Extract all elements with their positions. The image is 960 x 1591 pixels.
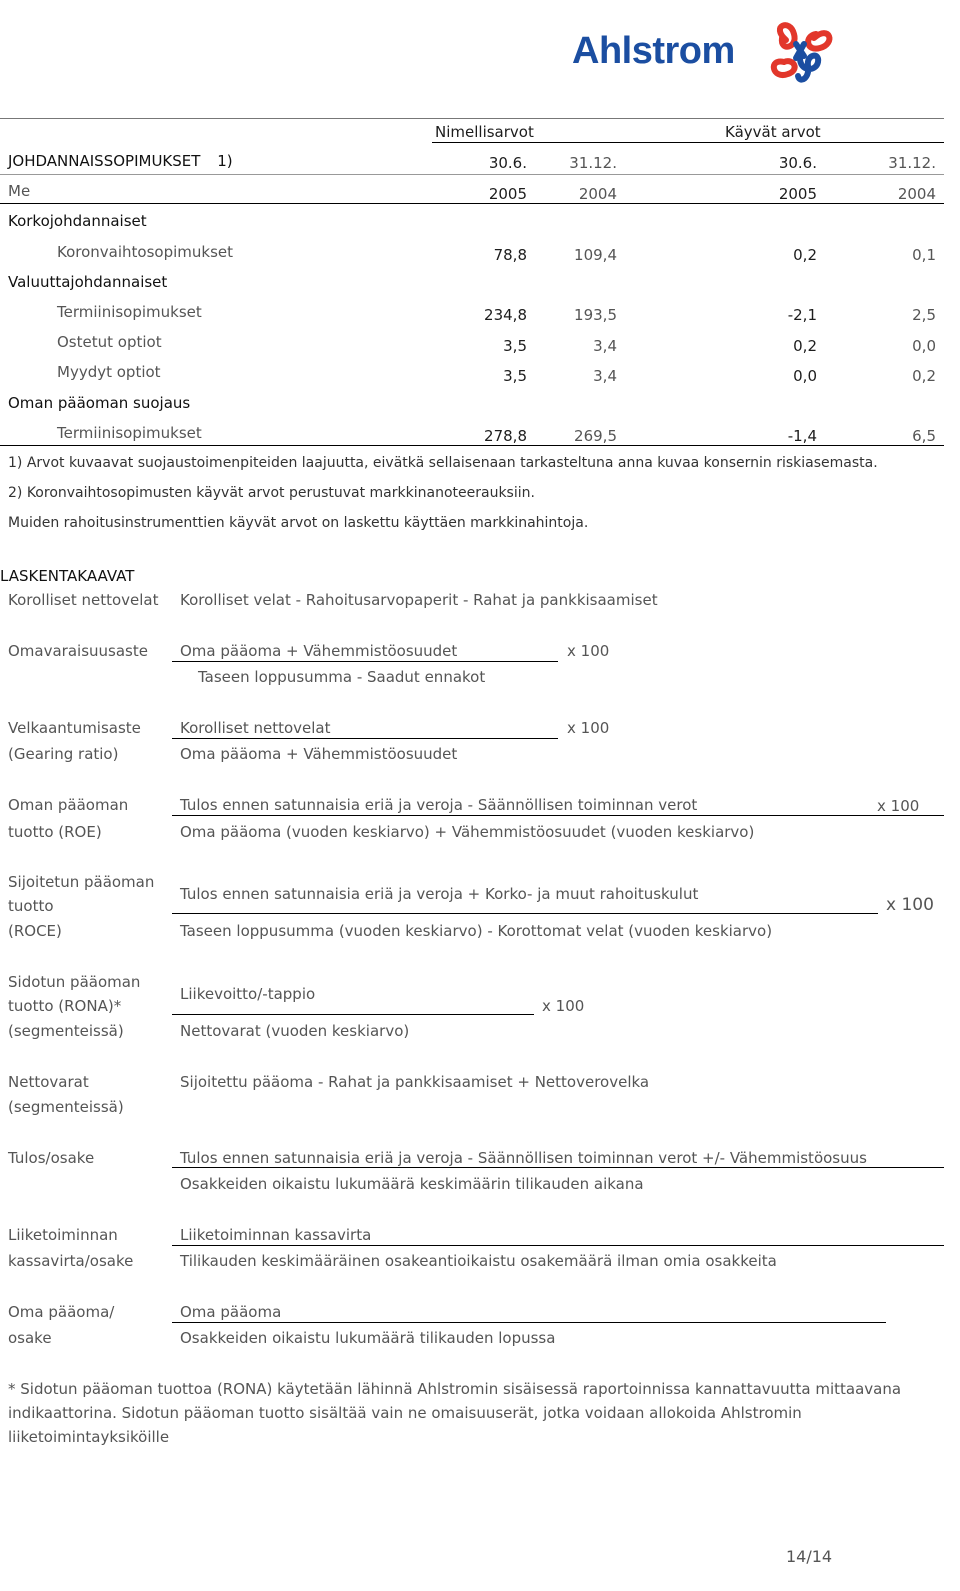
row-value: -1,4	[787, 427, 817, 445]
formula-factor: x 100	[877, 797, 920, 815]
formula-numerator: Tulos ennen satunnaisia eriä ja veroja - Säännöllisen toiminnan verot +/- Vähemmistöosuus	[180, 1149, 867, 1167]
formula-label: Korolliset nettovelat	[8, 591, 159, 609]
formula-denominator: Osakkeiden oikaistu lukumäärä tilikauden lopussa	[180, 1329, 556, 1347]
row-value: 78,8	[493, 246, 527, 264]
fraction-rule	[172, 1245, 944, 1246]
row-value: 3,5	[503, 367, 527, 385]
derivatives-title-note: 1)	[217, 152, 233, 170]
formulas-title: LASKENTAKAAVAT	[0, 567, 135, 585]
company-logo	[572, 18, 852, 90]
formula-label: osake	[8, 1329, 52, 1347]
table-top-rule	[0, 118, 944, 119]
table-note: Muiden rahoitusinstrumenttien käyvät arvot on laskettu käyttäen markkinahintoja.	[8, 515, 589, 531]
row-value: 2,5	[912, 306, 936, 324]
formula-label: (segmenteissä)	[8, 1098, 124, 1116]
formula-label: (Gearing ratio)	[8, 745, 119, 763]
formula-label: Omavaraisuusaste	[8, 642, 148, 660]
row-item-label: Termiinisopimukset	[57, 424, 202, 442]
formula-factor: x 100	[886, 895, 934, 915]
row-value: 0,0	[912, 337, 936, 355]
fraction-rule	[172, 913, 878, 914]
fraction-rule	[172, 815, 944, 816]
formula-denominator: Oma pääoma (vuoden keskiarvo) + Vähemmistöosuudet (vuoden keskiarvo)	[180, 823, 755, 841]
page-number: 14/14	[786, 1547, 833, 1566]
row-value: 3,5	[503, 337, 527, 355]
row-item-label: Koronvaihtosopimukset	[57, 243, 234, 261]
derivatives-title	[8, 152, 233, 170]
row-value: -2,1	[787, 306, 817, 324]
formula-label: Liiketoiminnan	[8, 1226, 118, 1244]
formula-label: Oma pääoma/	[8, 1303, 115, 1321]
formula-numerator: Tulos ennen satunnaisia eriä ja veroja - Säännöllisen toiminnan verot	[180, 796, 698, 814]
row-item-label: Termiinisopimukset	[57, 303, 202, 321]
derivatives-title-text: JOHDANNAISSOPIMUKSET	[8, 152, 201, 170]
row-value: 0,2	[793, 246, 817, 264]
unit-label: Me	[8, 182, 31, 200]
col-date-2: 31.12.	[569, 154, 617, 172]
col-year-4: 2004	[897, 185, 936, 203]
col-year-2: 2004	[578, 185, 617, 203]
row-value: 0,2	[912, 367, 936, 385]
formula-text: Sijoitettu pääoma - Rahat ja pankkisaamiset + Nettoverovelka	[180, 1073, 650, 1091]
formula-label: Nettovarat	[8, 1073, 89, 1091]
row-value: 3,4	[593, 367, 617, 385]
formula-denominator: Nettovarat (vuoden keskiarvo)	[180, 1022, 410, 1040]
row-item-label: Myydyt optiot	[57, 363, 161, 381]
formula-denominator: Taseen loppusumma - Saadut ennakot	[198, 668, 486, 686]
formula-denominator: Oma pääoma + Vähemmistöosuudet	[180, 745, 458, 763]
fraction-rule	[172, 1014, 534, 1015]
fraction-rule	[172, 738, 558, 739]
formula-numerator: Tulos ennen satunnaisia eriä ja veroja + Korko- ja muut rahoituskulut	[180, 885, 699, 903]
row-value: 193,5	[574, 306, 617, 324]
formula-numerator: Oma pääoma + Vähemmistöosuudet	[180, 642, 458, 660]
formula-label: Sidotun pääoman	[8, 973, 141, 991]
rona-footnote: liiketoimintayksiköille	[8, 1428, 170, 1446]
formula-numerator: Liiketoiminnan kassavirta	[180, 1226, 372, 1244]
row-value: 6,5	[912, 427, 936, 445]
formula-label: (segmenteissä)	[8, 1022, 124, 1040]
formula-label: tuotto (ROE)	[8, 823, 102, 841]
rona-footnote: indikaattorina. Sidotun pääoman tuotto sisältää vain ne omaisuuserät, jotka voidaan allokoida Ahlstromin	[8, 1404, 802, 1422]
col-date-3: 30.6.	[778, 154, 817, 172]
fraction-rule	[172, 661, 558, 662]
row-value: 278,8	[484, 427, 527, 445]
formula-label: Sijoitetun pääoman	[8, 873, 155, 891]
logo-wordmark: Ahlstrom	[572, 30, 735, 72]
formula-label: Velkaantumisaste	[8, 719, 141, 737]
formula-label: (ROCE)	[8, 922, 62, 940]
formula-denominator: Taseen loppusumma (vuoden keskiarvo) - Korottomat velat (vuoden keskiarvo)	[180, 922, 773, 940]
row-group-label: Oman pääoman suojaus	[8, 394, 191, 412]
formula-label: kassavirta/osake	[8, 1252, 134, 1270]
row-value: 0,2	[793, 337, 817, 355]
formula-factor: x 100	[542, 997, 585, 1015]
formula-numerator: Korolliset nettovelat	[180, 719, 331, 737]
formula-label: Tulos/osake	[8, 1149, 95, 1167]
formula-factor: x 100	[567, 642, 610, 660]
row-value: 109,4	[574, 246, 617, 264]
row-value: 3,4	[593, 337, 617, 355]
col-year-1: 2005	[488, 185, 527, 203]
date-row-rule	[0, 174, 944, 175]
logo-emblem-icon	[760, 18, 840, 90]
col-date-4: 31.12.	[888, 154, 936, 172]
formula-denominator: Tilikauden keskimääräinen osakeantioikaistu osakemäärä ilman omia osakkeita	[180, 1252, 777, 1270]
group-header-rule	[432, 142, 944, 143]
row-value: 0,1	[912, 246, 936, 264]
row-group-label: Korkojohdannaiset	[8, 212, 147, 230]
table-bottom-rule	[0, 445, 944, 446]
row-group-label: Valuuttajohdannaiset	[8, 273, 168, 291]
fraction-rule	[172, 1322, 886, 1323]
rona-footnote: * Sidotun pääoman tuottoa (RONA) käytetään lähinnä Ahlstromin sisäisessä raportoinnissa kannattavuutta mittaavana	[8, 1380, 902, 1398]
formula-numerator: Liikevoitto/-tappio	[180, 985, 316, 1003]
row-item-label: Ostetut optiot	[57, 333, 162, 351]
col-date-1: 30.6.	[488, 154, 527, 172]
formula-label: tuotto	[8, 897, 54, 915]
table-note: 1) Arvot kuvaavat suojaustoimenpiteiden laajuutta, eivätkä sellaisenaan tarkasteltuna anna kuvaa konsernin riskiasemasta.	[8, 455, 878, 471]
formula-denominator: Osakkeiden oikaistu lukumäärä keskimäärin tilikauden aikana	[180, 1175, 644, 1193]
col-year-3: 2005	[778, 185, 817, 203]
formula-factor: x 100	[567, 719, 610, 737]
row-value: 234,8	[484, 306, 527, 324]
fraction-rule	[172, 1167, 944, 1168]
formula-label: tuotto (RONA)*	[8, 997, 122, 1015]
group-header-nominal: Nimellisarvot	[435, 123, 534, 141]
table-note: 2) Koronvaihtosopimusten käyvät arvot perustuvat markkinanoteerauksiin.	[8, 485, 535, 501]
group-header-fair: Käyvät arvot	[725, 123, 821, 141]
formula-label: Oman pääoman	[8, 796, 129, 814]
year-row-rule	[0, 203, 944, 204]
row-value: 0,0	[793, 367, 817, 385]
formula-numerator: Oma pääoma	[180, 1303, 282, 1321]
row-value: 269,5	[574, 427, 617, 445]
formula-text: Korolliset velat - Rahoitusarvopaperit - Rahat ja pankkisaamiset	[180, 591, 658, 609]
